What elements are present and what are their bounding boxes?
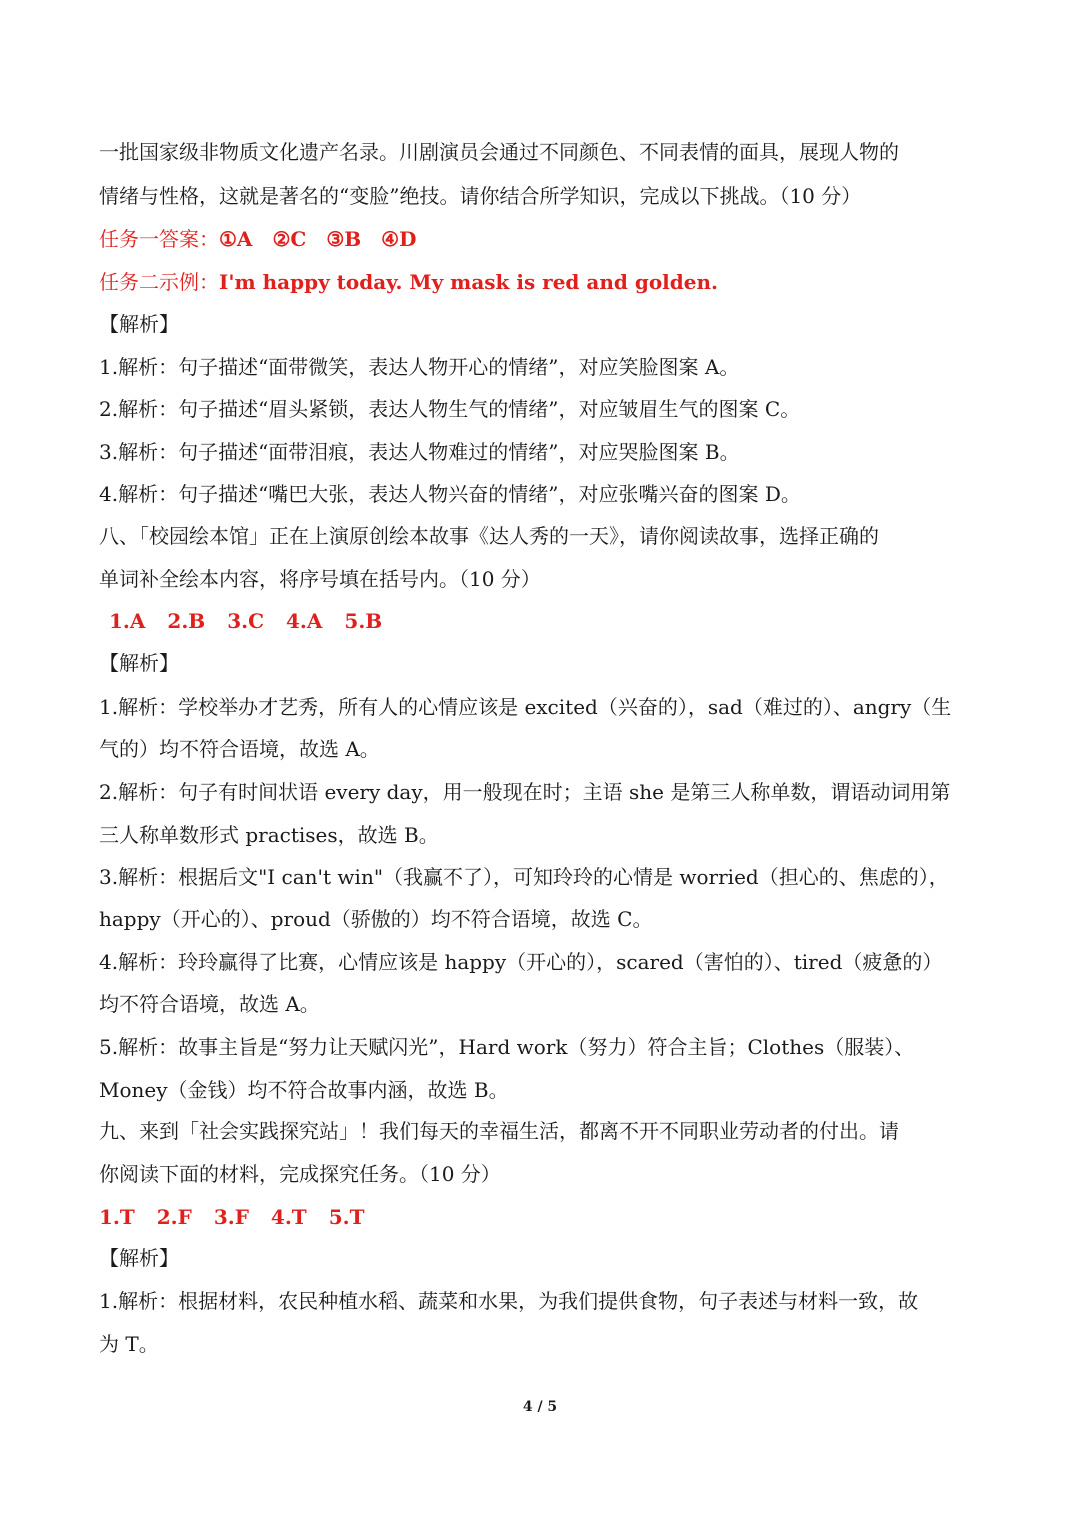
answer-item: 2.F	[156, 1205, 192, 1229]
section9-intro-line2: 你阅读下面的材料，完成探究任务。（10 分）	[99, 1162, 501, 1186]
answer-item: 5.B	[344, 609, 383, 633]
section8-intro-line1: 八、「校园绘本馆」正在上演原创绘本故事《达人秀的一天》，请你阅读故事，选择正确的	[99, 524, 879, 548]
section8-analysis-line: 1.解析：学校举办才艺秀，所有人的心情应该是 excited（兴奋的），sad（难过的）、angry（生	[99, 695, 952, 719]
task1-answer: ③B	[326, 227, 362, 251]
section7-intro-line1: 一批国家级非物质文化遗产名录。川剧演员会通过不同颜色、不同表情的面具，展现人物的	[99, 140, 899, 164]
section7-analysis-2: 2.解析：句子描述“眉头紧锁，表达人物生气的情绪”，对应皱眉生气的图案 C。	[99, 397, 801, 421]
section8-analysis-line: 3.解析：根据后文"I can't win"（我赢不了），可知玲玲的心情是 worried（担心的、焦虑的），	[99, 865, 949, 889]
task1-answer: ②C	[272, 227, 307, 251]
section9-answers	[99, 1197, 989, 1237]
answer-item: 5.T	[328, 1205, 365, 1229]
answer-item: 1.T	[99, 1205, 135, 1229]
task2-label: 任务二示例：	[99, 270, 219, 294]
section8-intro-line2: 单词补全绘本内容，将序号填在括号内。（10 分）	[99, 567, 541, 591]
section7-analysis-3: 3.解析：句子描述“面带泪痕，表达人物难过的情绪”，对应哭脸图案 B。	[99, 440, 740, 464]
analysis-heading: 【解析】	[99, 1246, 179, 1270]
task1-label: 任务一答案：	[99, 227, 219, 251]
answer-item: 3.F	[213, 1205, 249, 1229]
analysis-heading: 【解析】	[99, 651, 179, 675]
answer-item: 4.A	[286, 609, 323, 633]
task1-answer-line	[99, 219, 989, 259]
answer-item: 1.A	[109, 609, 146, 633]
section8-answers	[109, 601, 999, 641]
section8-analysis-line: happy（开心的）、proud（骄傲的）均不符合语境，故选 C。	[99, 907, 653, 931]
answer-item: 2.B	[167, 609, 206, 633]
section9-analysis-line: 1.解析：根据材料，农民种植水稻、蔬菜和水果，为我们提供食物，句子表述与材料一致，故	[99, 1289, 919, 1313]
task2-example-line	[99, 262, 989, 302]
section7-intro-line2: 情绪与性格，这就是著名的“变脸”绝技。请你结合所学知识，完成以下挑战。（10 分）	[99, 184, 862, 208]
page-number: 4 / 5	[522, 1399, 558, 1415]
task1-answer: ④D	[381, 227, 417, 251]
task1-answer: ①A	[219, 227, 253, 251]
section9-intro-line1: 九、来到「社会实践探究站」！我们每天的幸福生活，都离不开不同职业劳动者的付出。请	[99, 1119, 899, 1143]
section8-analysis-line: Money（金钱）均不符合故事内涵，故选 B。	[99, 1078, 509, 1102]
task2-example: I'm happy today. My mask is red and golden.	[219, 270, 718, 294]
section7-analysis-4: 4.解析：句子描述“嘴巴大张，表达人物兴奋的情绪”，对应张嘴兴奋的图案 D。	[99, 482, 801, 506]
section7-analysis-1: 1.解析：句子描述“面带微笑，表达人物开心的情绪”，对应笑脸图案 A。	[99, 355, 740, 379]
section9-analysis-line: 为 T。	[99, 1332, 159, 1356]
analysis-heading: 【解析】	[99, 312, 179, 336]
section8-analysis-line: 5.解析：故事主旨是“努力让天赋闪光”，Hard work（努力）符合主旨；Clothes（服装）、	[99, 1035, 915, 1059]
section8-analysis-line: 气的）均不符合语境，故选 A。	[99, 737, 380, 761]
section8-analysis-line: 均不符合语境，故选 A。	[99, 992, 320, 1016]
answer-item: 4.T	[270, 1205, 307, 1229]
section8-analysis-line: 4.解析：玲玲赢得了比赛，心情应该是 happy（开心的），scared（害怕的）、tired（疲惫的）	[99, 950, 943, 974]
answer-item: 3.C	[227, 609, 264, 633]
section8-analysis-line: 三人称单数形式 practises，故选 B。	[99, 823, 439, 847]
section8-analysis-line: 2.解析：句子有时间状语 every day，用一般现在时；主语 she 是第三人称单数，谓语动词用第	[99, 780, 951, 804]
